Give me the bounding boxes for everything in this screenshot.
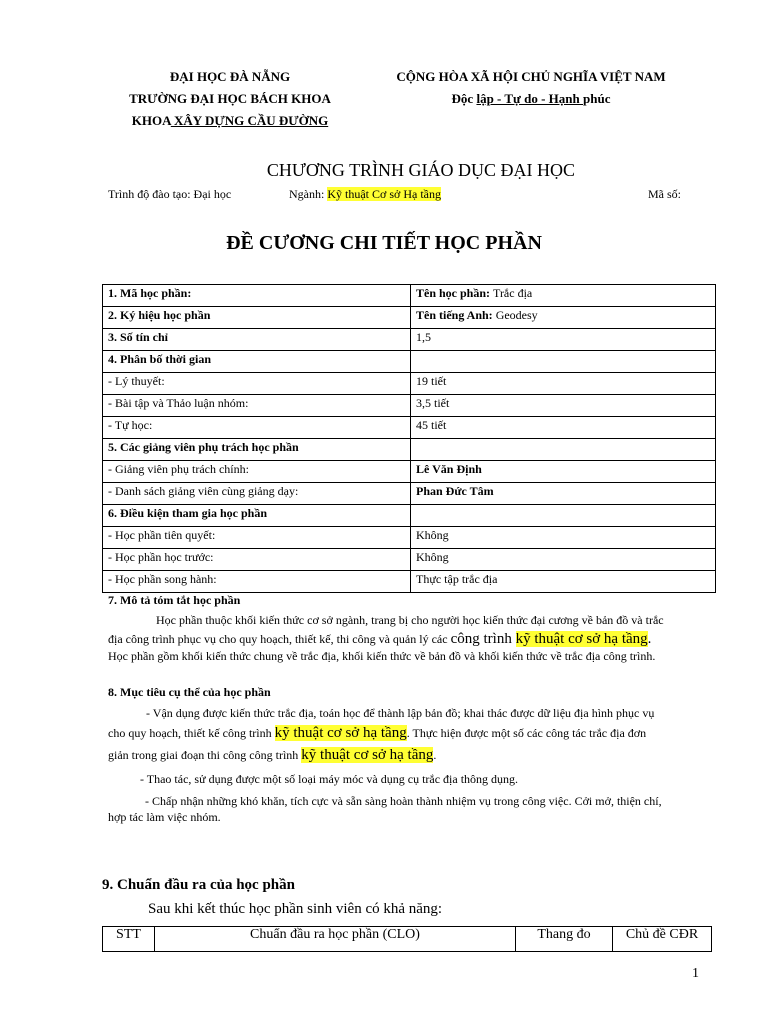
course-code-label: Mã số: [648,187,681,201]
info-value-label: Lê Văn Định [416,462,482,476]
program-title: CHƯƠNG TRÌNH GIÁO DỤC ĐẠI HỌC [266,160,576,180]
section-8-body: - Vận dụng được kiến thức trắc địa, toán học để thành lập bản đồ; khai thác được dữ liệu địa hình phục vụ cho quy hoạch, thiết kế công trình kỹ thuật cơ sở hạ tầng. Thực hiện được một số các công tác trắc địa đơn giản trong giai đoạn thi công công trình kỹ thuật cơ sở hạ tầng. [108,706,655,763]
info-value-text: 19 tiết [416,374,447,388]
info-value-text: Trắc địa [493,286,533,300]
section-7-heading: 7. Mô tả tóm tắt học phần [108,593,241,607]
info-row [103,571,716,593]
section-8-item-3: - Chấp nhận những khó khăn, tích cực và sẵn sàng hoàn thành nhiệm vụ trong công việc. Cởi mở, thiện chí, hợp tác làm việc nhóm. [108,794,662,824]
clo-table [102,926,712,952]
course-info-table [102,284,716,593]
section-9-heading: 9. Chuẩn đầu ra của học phần [102,877,295,893]
info-row [103,417,716,439]
info-label: - Bài tập và Thảo luận nhóm: [103,395,411,417]
info-row [103,395,716,417]
section-7-body: Học phần thuộc khối kiến thức cơ sở ngành, trang bị cho người học kiến thức đại cương về bản đồ và trắc địa công trình phục vụ cho quy hoạch, thiết kế, thi công và quản lý các công trình kỹ thuật cơ sở hạ tầng. Học phần gồm khối kiến thức chung về trắc địa, khối kiến thức về bản đồ và khối kiến thức về trắc địa công trình. [108,613,664,663]
university-name: ĐẠI HỌC ĐÀ NẴNG [169,69,291,84]
national-motto: Độc lập - Tự do - Hạnh phúc [451,91,611,106]
info-value [411,483,716,505]
info-value [411,549,716,571]
info-value [411,439,716,461]
page-number: 1 [692,966,699,981]
info-value-text: Không [416,528,449,542]
info-row [103,527,716,549]
section-9-intro: Sau khi kết thúc học phần sinh viên có khả năng: [148,901,443,917]
info-row [103,329,716,351]
info-value [411,417,716,439]
info-label: - Danh sách giảng viên cùng giảng dạy: [103,483,411,505]
info-value [411,329,716,351]
info-label: 5. Các giảng viên phụ trách học phần [103,439,411,461]
info-label: 2. Ký hiệu học phần [103,307,411,329]
info-label: - Tự học: [103,417,411,439]
info-row [103,505,716,527]
info-row [103,549,716,571]
country-name: CỘNG HÒA XÃ HỘI CHỦ NGHĨA VIỆT NAM [396,69,666,84]
info-row [103,285,716,307]
info-value [411,351,716,373]
info-value-label: Tên tiếng Anh: [416,308,496,322]
major-value: Kỹ thuật Cơ sở Hạ tầng [327,187,442,201]
info-value-text: 3,5 tiết [416,396,450,410]
info-value-text: 45 tiết [416,418,447,432]
info-value-label: Tên học phần: [416,286,494,300]
info-row [103,307,716,329]
info-row [103,461,716,483]
info-label: 6. Điều kiện tham gia học phần [103,505,411,527]
info-row [103,483,716,505]
info-value [411,285,716,307]
school-name: TRƯỜNG ĐẠI HỌC BÁCH KHOA [129,91,331,106]
major: Ngành: Kỹ thuật Cơ sở Hạ tầng [289,187,442,201]
info-value [411,373,716,395]
info-value [411,505,716,527]
info-row [103,373,716,395]
info-value [411,307,716,329]
national-header [372,66,690,110]
info-value [411,527,716,549]
faculty-name: KHOA XÂY DỰNG CẦU ĐƯỜNG [131,113,329,128]
info-label: - Lý thuyết: [103,373,411,395]
university-header [100,66,360,132]
info-label: 1. Mã học phần: [103,285,411,307]
clo-col-outcome: Chuẩn đầu ra học phần (CLO) [155,927,516,952]
info-value-text: Geodesy [495,308,538,322]
clo-table-header-row [103,927,712,952]
info-label: - Giảng viên phụ trách chính: [103,461,411,483]
info-label: - Học phần học trước: [103,549,411,571]
info-value [411,395,716,417]
info-row [103,439,716,461]
info-label: 4. Phân bố thời gian [103,351,411,373]
info-value-text: Thực tập trắc địa [416,572,498,586]
info-row [103,351,716,373]
info-value [411,571,716,593]
clo-col-stt: STT [103,927,155,952]
clo-col-topic: Chủ đề CĐR [613,927,712,952]
info-value-label: Phan Đức Tâm [416,484,494,498]
clo-col-scale: Thang đo [516,927,613,952]
info-value-text: Không [416,550,449,564]
info-label: 3. Số tín chỉ [103,329,411,351]
section-8-item-2: - Thao tác, sử dụng được một số loại máy móc và dụng cụ trắc địa thông dụng. [140,772,519,786]
training-level: Trình độ đào tạo: Đại học [108,187,232,201]
info-label: - Học phần tiên quyết: [103,527,411,549]
info-value-text: 1,5 [416,330,431,344]
section-8-heading: 8. Mục tiêu cụ thể của học phần [108,685,271,699]
document-title: ĐỀ CƯƠNG CHI TIẾT HỌC PHẦN [226,232,542,254]
info-value [411,461,716,483]
info-label: - Học phần song hành: [103,571,411,593]
